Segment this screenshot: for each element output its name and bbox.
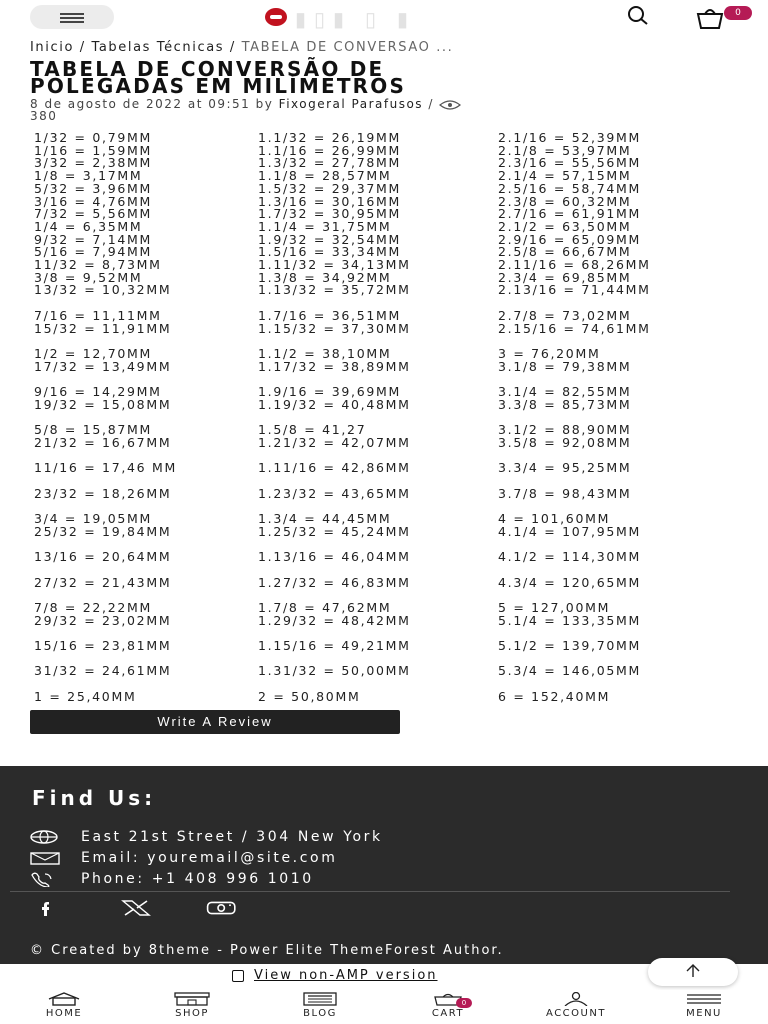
- footer-divider: [10, 891, 730, 892]
- conversion-entry: 7/8 = 22,22MM: [34, 599, 152, 615]
- envelope-icon: [30, 850, 62, 866]
- logo-mark-icon: [265, 8, 287, 26]
- conversion-entry: 1.25/32 = 45,24MM: [258, 523, 411, 539]
- phone-icon: [30, 871, 62, 887]
- conversion-entry: 2.11/16 = 68,26MM: [498, 257, 651, 272]
- conversion-entry: 1.1/16 = 26,99MM: [258, 142, 401, 158]
- amp-icon: [232, 970, 244, 982]
- conversion-entry: 1.3/8 = 34,92MM: [258, 269, 392, 285]
- arrow-up-icon: [648, 958, 738, 986]
- conversion-entry: 5.3/4 = 146,05MM: [498, 663, 641, 679]
- conversion-entry: 2.7/16 = 61,91MM: [498, 206, 641, 222]
- page-title: [30, 57, 740, 98]
- nav-account[interactable]: [526, 992, 626, 1019]
- conversion-entry: 1.1/2 = 38,10MM: [258, 345, 392, 361]
- hamburger-menu-button[interactable]: [30, 5, 114, 29]
- conversion-entry: 3.3/8 = 85,73MM: [498, 396, 632, 412]
- nav-menu-label: MENU: [686, 1008, 722, 1019]
- hamburger-icon: [60, 13, 84, 15]
- nav-shop-label: SHOP: [175, 1008, 209, 1019]
- conversion-entry: 11/32 = 8,73MM: [34, 257, 162, 272]
- hamburger-icon-bar: [60, 21, 84, 23]
- conversion-entry: 4.1/2 = 114,30MM: [498, 549, 641, 565]
- nav-home[interactable]: [14, 992, 114, 1019]
- conversion-entry: 7/16 = 11,11MM: [34, 307, 162, 323]
- conversion-entry: 9/16 = 14,29MM: [34, 384, 162, 399]
- menu-lines-icon: [685, 992, 723, 1006]
- conversion-entry: 1.9/16 = 39,69MM: [258, 384, 401, 399]
- hamburger-icon-bar: [60, 17, 84, 19]
- conversion-entry: 3.7/8 = 98,43MM: [498, 485, 632, 501]
- cart-count-badge: 0: [724, 6, 752, 20]
- conversion-entry: 4.1/4 = 107,95MM: [498, 523, 641, 539]
- conversion-entry: 5/8 = 15,87MM: [34, 422, 152, 438]
- nav-menu[interactable]: [654, 992, 754, 1019]
- conversion-entry: 2.13/16 = 71,44MM: [498, 282, 651, 298]
- conversion-entry: 19/32 = 15,08MM: [34, 396, 172, 412]
- conversion-entry: 2.3/16 = 55,56MM: [498, 155, 641, 171]
- post-meta: [30, 98, 740, 122]
- user-icon: [559, 992, 593, 1006]
- conversion-entry: 1.3/16 = 30,16MM: [258, 193, 401, 209]
- conversion-entry: 15/16 = 23,81MM: [34, 638, 172, 653]
- breadcrumb-home-link[interactable]: Inicio: [30, 40, 74, 55]
- conversion-entry: 13/16 = 20,64MM: [34, 549, 172, 565]
- facebook-icon[interactable]: [32, 899, 64, 917]
- conversion-entry: 1.7/32 = 30,95MM: [258, 206, 401, 222]
- title-line-1: TABELA DE CONVERSÃO DE: [30, 57, 385, 81]
- conversion-entry: 1.9/32 = 32,54MM: [258, 231, 401, 247]
- conversion-entry: 15/32 = 11,91MM: [34, 320, 172, 336]
- conversion-entry: 2.1/8 = 53,97MM: [498, 142, 632, 158]
- conversion-entry: 1.5/8 = 41,27: [258, 422, 367, 438]
- x-twitter-icon[interactable]: [120, 899, 152, 917]
- conversion-entry: 2.1/4 = 57,15MM: [498, 168, 632, 184]
- conversion-entry: 1.11/16 = 42,86MM: [258, 460, 411, 476]
- conversion-entry: 1.5/16 = 33,34MM: [258, 244, 401, 260]
- bottom-navigation: [0, 990, 768, 1024]
- conversion-entry: 23/32 = 18,26MM: [34, 485, 172, 501]
- conversion-entry: 9/32 = 7,14MM: [34, 231, 152, 247]
- conversion-entry: 1/4 = 6,35MM: [34, 218, 143, 234]
- conversion-entry: 7/32 = 5,56MM: [34, 206, 152, 222]
- non-amp-link-row: [232, 968, 438, 983]
- conversion-entry: 29/32 = 23,02MM: [34, 612, 172, 628]
- conversion-entry: 5/32 = 3,96MM: [34, 180, 152, 196]
- conversion-entry: 1.29/32 = 48,42MM: [258, 612, 411, 628]
- site-header: [0, 0, 768, 36]
- conversion-entry: 1.13/16 = 46,04MM: [258, 549, 411, 565]
- nav-blog[interactable]: [270, 992, 370, 1019]
- conversion-entry: 27/32 = 21,43MM: [34, 574, 172, 590]
- conversion-entry: 1/32 = 0,79MM: [34, 130, 152, 145]
- conversion-entry: 5 = 127,00MM: [498, 599, 611, 615]
- breadcrumb-category-link[interactable]: Tabelas Técnicas: [91, 40, 225, 55]
- conversion-entry: 2.1/2 = 63,50MM: [498, 218, 632, 234]
- conversion-entry: 5.1/2 = 139,70MM: [498, 638, 641, 653]
- breadcrumb-current: TABELA DE CONVERSÃO ...: [241, 40, 454, 55]
- conversion-entry: 1.3/32 = 27,78MM: [258, 155, 401, 171]
- nav-cart[interactable]: [398, 992, 498, 1019]
- conversion-entry: 4.3/4 = 120,65MM: [498, 574, 641, 590]
- shop-icon: [173, 992, 211, 1006]
- conversion-entry: 3.5/8 = 92,08MM: [498, 434, 632, 450]
- conversion-entry: 1.21/32 = 42,07MM: [258, 434, 411, 450]
- breadcrumb-separator: /: [74, 40, 92, 55]
- conversion-entry: 3 = 76,20MM: [498, 345, 601, 361]
- conversion-entry: 25/32 = 19,84MM: [34, 523, 172, 539]
- blog-icon: [302, 992, 338, 1006]
- conversion-entry: 1.23/32 = 43,65MM: [258, 485, 411, 501]
- footer-address: East 21st Street / 304 New York: [81, 829, 383, 845]
- conversion-entry: 3/4 = 19,05MM: [34, 511, 152, 526]
- conversion-entry: 1.7/8 = 47,62MM: [258, 599, 392, 615]
- nav-account-label: ACCOUNT: [546, 1008, 606, 1019]
- nav-cart-badge: 0: [456, 998, 472, 1008]
- conversion-entry: 1.3/4 = 44,45MM: [258, 511, 392, 526]
- post-author-link[interactable]: Fixogeral Parafusos: [278, 97, 424, 111]
- nav-blog-label: BLOG: [303, 1008, 337, 1019]
- conversion-entry: 1.11/32 = 34,13MM: [258, 257, 411, 272]
- conversion-entry: 2.5/8 = 66,67MM: [498, 244, 632, 260]
- conversion-entry: 6 = 152,40MM: [498, 688, 611, 704]
- nav-home-label: HOME: [45, 1008, 83, 1019]
- conversion-entry: 3/8 = 9,52MM: [34, 269, 143, 285]
- conversion-entry: 2.7/8 = 73,02MM: [498, 307, 632, 323]
- footer-phone[interactable]: Phone: +1 408 996 1010: [81, 871, 314, 887]
- conversion-entry: 3/16 = 4,76MM: [34, 193, 152, 209]
- conversion-entry: 2 = 50,80MM: [258, 688, 361, 704]
- instagram-icon[interactable]: [206, 899, 238, 917]
- globe-icon: [30, 829, 62, 845]
- conversion-entry: 1.15/32 = 37,30MM: [258, 320, 411, 336]
- nav-shop[interactable]: [142, 992, 242, 1019]
- conversion-entry: 1/2 = 12,70MM: [34, 345, 152, 361]
- eye-icon: [439, 100, 461, 110]
- non-amp-link[interactable]: View non-AMP version: [254, 968, 438, 983]
- conversion-entry: 11/16 = 17,46 MM: [34, 460, 177, 476]
- conversion-entry: 5.1/4 = 133,35MM: [498, 612, 641, 628]
- meta-separator: /: [423, 97, 440, 111]
- conversion-entry: 5/16 = 7,94MM: [34, 244, 152, 260]
- conversion-entry: 1.5/32 = 29,37MM: [258, 180, 401, 196]
- nav-cart-label: CART: [431, 1008, 465, 1019]
- footer-title: Find Us:: [32, 786, 157, 810]
- conversion-entry: 1.1/8 = 28,57MM: [258, 168, 392, 184]
- footer-credit: © Created by 8theme - Power Elite ThemeForest Author.: [30, 943, 504, 958]
- conversion-entry: 1/8 = 3,17MM: [34, 168, 143, 184]
- conversion-entry: 21/32 = 16,67MM: [34, 434, 172, 450]
- conversion-entry: 1.17/32 = 38,89MM: [258, 358, 411, 374]
- conversion-entry: 2.5/16 = 58,74MM: [498, 180, 641, 196]
- post-view-count: 380: [30, 109, 58, 123]
- site-logo[interactable]: [265, 5, 495, 29]
- write-review-button[interactable]: Write A Review: [30, 710, 400, 734]
- conversion-entry: 2.15/16 = 74,61MM: [498, 320, 651, 336]
- back-to-top-button[interactable]: [648, 958, 738, 986]
- conversion-entry: 1.1/4 = 31,75MM: [258, 218, 392, 234]
- conversion-entry: 31/32 = 24,61MM: [34, 663, 172, 679]
- conversion-entry: 1.27/32 = 46,83MM: [258, 574, 411, 590]
- conversion-entry: 1 = 25,40MM: [34, 688, 137, 704]
- conversion-entry: 1.13/32 = 35,72MM: [258, 282, 411, 298]
- conversion-entry: 13/32 = 10,32MM: [34, 282, 172, 298]
- breadcrumb: [30, 40, 740, 55]
- conversion-entry: 17/32 = 13,49MM: [34, 358, 172, 374]
- conversion-entry: 2.1/16 = 52,39MM: [498, 130, 641, 145]
- conversion-entry: 1/16 = 1,59MM: [34, 142, 152, 158]
- breadcrumb-separator: /: [224, 40, 242, 55]
- conversion-entry: 1.31/32 = 50,00MM: [258, 663, 411, 679]
- logo-wordmark: ▮▯▮ ▯ ▮: [295, 9, 417, 31]
- conversion-entry: 3.1/8 = 79,38MM: [498, 358, 632, 374]
- conversion-entry: 3.3/4 = 95,25MM: [498, 460, 632, 476]
- post-by: by: [250, 97, 279, 111]
- conversion-entry: 2.9/16 = 65,09MM: [498, 231, 641, 247]
- footer-email[interactable]: Email: youremail@site.com: [81, 850, 338, 866]
- conversion-entry: 1.19/32 = 40,48MM: [258, 396, 411, 412]
- conversion-entry: 1.7/16 = 36,51MM: [258, 307, 401, 323]
- conversion-entry: 2.3/4 = 69,85MM: [498, 269, 632, 285]
- conversion-entry: 3/32 = 2,38MM: [34, 155, 152, 171]
- search-icon[interactable]: [616, 4, 660, 28]
- post-date: 8 de agosto de 2022 at 09:51: [30, 97, 251, 111]
- conversion-entry: 3.1/4 = 82,55MM: [498, 384, 632, 399]
- conversion-entry: 1.15/16 = 49,21MM: [258, 638, 411, 653]
- conversion-entry: 3.1/2 = 88,90MM: [498, 422, 632, 438]
- conversion-entry: 1.1/32 = 26,19MM: [258, 130, 401, 145]
- title-line-2: POLEGADAS EM MILÍMETROS: [30, 74, 407, 98]
- conversion-entry: 4 = 101,60MM: [498, 511, 611, 526]
- footer: [0, 766, 768, 964]
- conversion-entry: 2.3/8 = 60,32MM: [498, 193, 632, 209]
- home-icon: [47, 992, 81, 1006]
